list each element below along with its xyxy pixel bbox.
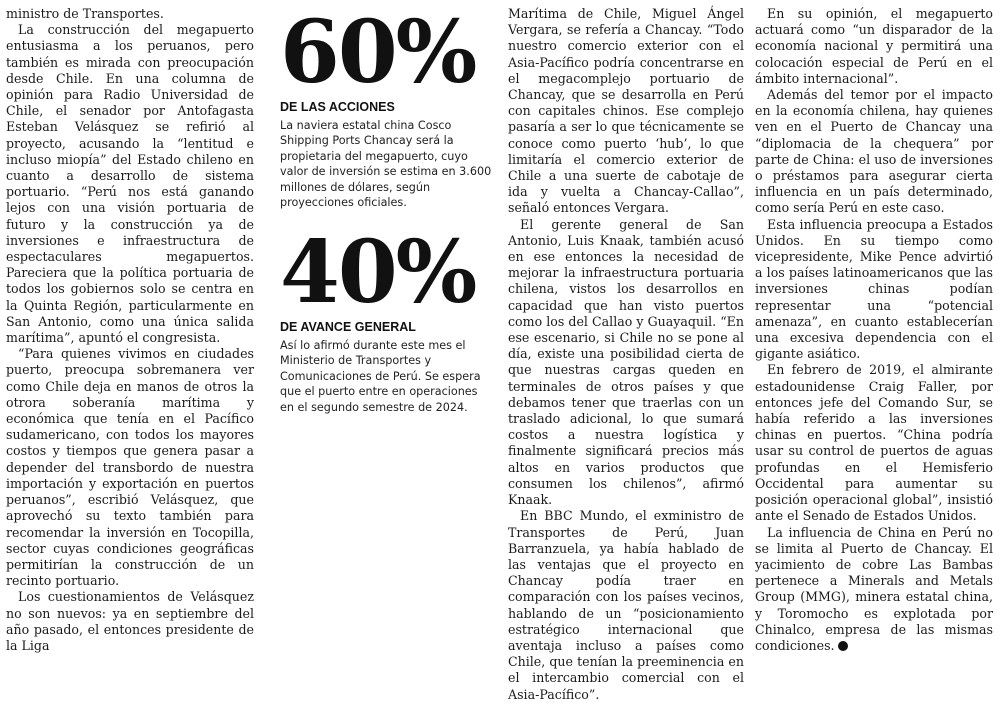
stat-label: DE LAS ACCIONES xyxy=(280,100,395,114)
paragraph: En febrero de 2019, el almirante estadounidense Craig Faller, por entonces jefe del Comando Sur, se había referido a las inversiones chinas en puertos. “China podría usar su control de puertos de aguas profundas en el Hemisferio Occidental para aumentar su posición operacional global”, insistió ante el Senado de Estados Unidos. xyxy=(755,362,993,524)
end-of-article-bullet-icon xyxy=(838,641,848,651)
stat-block-shares xyxy=(280,2,494,210)
stat-number: 40% xyxy=(280,222,476,323)
article-column-4 xyxy=(755,6,993,654)
stat-description: Así lo afirmó durante este mes el Ministerio de Transportes y Comunicaciones de Perú. Se espera que el puerto entre en operaciones en el segundo semestre de 2024. xyxy=(280,339,481,414)
paragraph: En su opinión, el megapuerto actuará como “un disparador de la economía nacional y permitirá una colocación especial de Perú en el ámbito internacional”. xyxy=(755,6,993,86)
paragraph: La construcción del megapuerto entusiasma a los peruanos, pero también es mirada con preocupación desde Chile. En una columna de opinión para Radio Universidad de Chile, el senador por Antofagasta Esteban Velásquez se refirió al proyecto, acusando la “lentitud e incluso miopía” del Estado chileno en cuanto a desarrollo de sistema portuario. “Perú nos está ganando lejos con una visión portuaria de futuro y la construcción ya de inversiones e infraestructura de espectaculares megapuertos. Pareciera que la política portuaria de todos los gobiernos solo se centra en la Quinta Región, particularmente en San Antonio, como una única salida marítima”, apuntó el congresista. xyxy=(6,22,254,346)
paragraph: Los cuestionamientos de Velásquez no son nuevos: ya en septiembre del año pasado, el entonces presidente de la Liga xyxy=(6,589,254,653)
article-column-3 xyxy=(508,6,744,703)
paragraph-final-text: La influencia de China en Perú no se limita al Puerto de Chancay. El yacimiento de cobre Las Bambas pertenece a Minerals and Metals Group (MMG), minera estatal china, y Toromocho es explotada por Chinalco, empresa de las mismas condiciones. xyxy=(755,524,993,653)
paragraph: “Para quienes vivimos en ciudades puerto, preocupa sobremanera ver como Chile deja en manos de otros la otrora soberanía marítima y económica que tenía en el Pacífico sudamericano, con todos los mayores costos y tiempos que genera pasar a depender del transbordo de nuestra importación y exportación en puertos peruanos”, escribió Velásquez, que aprovechó su texto también para recomendar la inversión en Tocopilla, sector cuyas condiciones geográficas permitirían la construcción de un recinto portuario. xyxy=(6,346,254,589)
stat-number: 60% xyxy=(280,2,476,103)
stat-block-progress xyxy=(280,222,494,415)
paragraph-final xyxy=(755,525,993,655)
paragraph: Además del temor por el impacto en la economía chilena, hay quienes ven en el Puerto de Chancay una “diplomacia de la chequera” por parte de China: el uso de inversiones o préstamos para asegurar cierta influencia en un país determinado, como sería Perú en este caso. xyxy=(755,87,993,216)
paragraph: Esta influencia preocupa a Estados Unidos. En su tiempo como vicepresidente, Mike Pence advirtió a los países latinoamericanos que las inversiones chinas podían representar una “potencial amenaza”, en cuanto establecerían una excesiva dependencia con el gigante asiático. xyxy=(755,216,993,362)
paragraph: ministro de Transportes. xyxy=(6,6,164,21)
paragraph: Marítima de Chile, Miguel Ángel Vergara, se refería a Chancay. “Todo nuestro comercio exterior con el Asia-Pacífico podría concentrarse en el megacomplejo portuario de Chancay, que se desarrolla en Perú con capitales chinos. Ese complejo pasaría a ser lo que técnicamente se conoce como puerto ‘hub’, lo que limitaría el comercio exterior de Chile a una suerte de cabotaje de ida y vuelta a Chancay-Callao”, señaló entonces Vergara. xyxy=(508,6,744,216)
stat-label: DE AVANCE GENERAL xyxy=(280,320,416,334)
article-column-1 xyxy=(6,6,254,654)
stat-description: La naviera estatal china Cosco Shipping Ports Chancay será la propietaria del megapuerto, cuyo valor de inversión se estima en 3.600 millones de dólares, según proyecciones oficiales. xyxy=(280,119,492,210)
paragraph: El gerente general de San Antonio, Luis Knaak, también acusó en ese entonces la necesidad de mejorar la infraestructura portuaria chilena, vistos los desarrollos en capacidad que han visto puertos como los del Callao y Guayaquil. “En ese escenario, si Chile no se pone al día, existe una posibilidad cierta de que nuestras cargas queden en terminales de otros países y que debamos tener que traerlas con un traslado adicional, lo que sumará costos a nuestra logística y finalmente significará precios más altos en varios productos que consumen los chilenos”, afirmó Knaak. xyxy=(508,216,744,508)
paragraph: En BBC Mundo, el exministro de Transportes de Perú, Juan Barranzuela, ya había hablado de las ventajas que el proyecto en Chancay podía traer en comparación con los países vecinos, hablando de un “posicionamiento estratégico internacional que aventaja incluso a países como Chile, que tenían la preeminencia en el intercambio comercial con el Asia-Pacífico”. xyxy=(508,508,744,702)
